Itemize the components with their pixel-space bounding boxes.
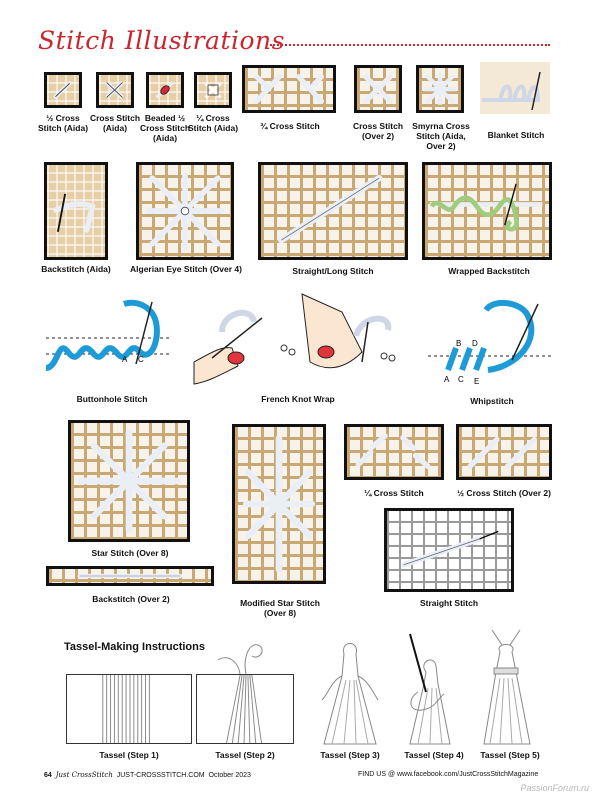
title-dotted-rule: [270, 44, 550, 46]
svg-text:D: D: [472, 339, 478, 348]
issue-date: October 2023: [208, 772, 251, 779]
cross-over2-illustration: [354, 65, 402, 113]
half-cross-aida-illustration: [44, 72, 82, 108]
quarter-cross-aida-caption: ¼ Cross Stitch (Aida): [187, 113, 239, 133]
half-cross-aida-caption: ½ Cross Stitch (Aida): [37, 113, 89, 133]
algerian-eye-illustration: [136, 162, 234, 260]
whipstitch-illustration: [428, 290, 554, 390]
quarter-cross-illustration: [344, 424, 444, 480]
tassel-step2-illustration: [196, 674, 294, 744]
straight-stitch-illustration: [384, 508, 514, 592]
tassel-step2-loop: [212, 636, 272, 676]
beaded-half-cross-aida-caption: Beaded ½ Cross Stitch (Aida): [139, 113, 191, 143]
footer-find-us[interactable]: FIND US @ www.facebook.com/JustCrossStitchMagazine: [358, 771, 539, 778]
svg-text:E: E: [474, 377, 480, 386]
half-cross-over2-caption: ½ Cross Stitch (Over 2): [456, 488, 551, 498]
backstitch-aida-illustration: [44, 162, 108, 260]
straight-long-stitch-caption: Straight/Long Stitch: [292, 266, 374, 276]
french-knot-wrap-illustration: [192, 292, 408, 392]
page-title: Stitch Illustrations: [38, 26, 285, 55]
backstitch-aida-caption: Backstitch (Aida): [41, 264, 111, 274]
star-stitch-illustration: [68, 420, 190, 542]
whipstitch-caption: Whipstitch: [470, 396, 514, 406]
tassel-step4-illustration: [404, 632, 460, 746]
cross-aida-illustration: [96, 72, 134, 108]
backstitch-over2-caption: Backstitch (Over 2): [92, 594, 170, 604]
straight-stitch-caption: Straight Stitch: [419, 598, 479, 608]
backstitch-over2-illustration: [46, 566, 214, 586]
algerian-eye-caption: Algerian Eye Stitch (Over 4): [130, 264, 242, 274]
tassel-step1-caption: Tassel (Step 1): [99, 750, 159, 760]
star-stitch-caption: Star Stitch (Over 8): [91, 548, 169, 558]
wrapped-backstitch-illustration: [422, 162, 552, 260]
straight-long-stitch-illustration: [258, 162, 408, 260]
watermark: PassionForum.ru: [520, 783, 589, 793]
svg-text:C: C: [138, 355, 144, 364]
smyrna-cross-caption: Smyrna Cross Stitch (Aida, Over 2): [412, 121, 470, 151]
three-quarter-cross-caption: ¾ Cross Stitch: [260, 121, 320, 131]
tassel-step4-caption: Tassel (Step 4): [404, 750, 464, 760]
modified-star-stitch-caption: Modified Star Stitch (Over 8): [240, 598, 320, 618]
tassel-step3-caption: Tassel (Step 3): [320, 750, 380, 760]
three-quarter-cross-illustration: [242, 65, 336, 113]
smyrna-cross-illustration: [416, 65, 464, 113]
blanket-stitch-illustration: [480, 62, 550, 114]
svg-text:A: A: [444, 375, 450, 384]
tassel-step5-illustration: [476, 628, 536, 746]
tassel-step2-caption: Tassel (Step 2): [215, 750, 275, 760]
page-number: 64: [44, 772, 52, 779]
quarter-cross-aida-illustration: [194, 72, 232, 108]
blanket-stitch-caption: Blanket Stitch: [487, 130, 545, 140]
magazine-name: Just CrossStitch: [55, 771, 113, 779]
quarter-cross-caption: ¼ Cross Stitch: [364, 488, 424, 498]
modified-star-stitch-illustration: [232, 424, 326, 584]
cross-over2-caption: Cross Stitch (Over 2): [352, 121, 404, 141]
tassel-section-heading: Tassel-Making Instructions: [64, 641, 205, 653]
tassel-step3-illustration: [318, 640, 382, 746]
tassel-step5-caption: Tassel (Step 5): [480, 750, 540, 760]
cross-aida-caption: Cross Stitch (Aida): [89, 113, 141, 133]
website-link[interactable]: JUST-CROSSSTITCH.COM: [116, 772, 205, 779]
svg-text:A: A: [122, 355, 128, 364]
buttonhole-stitch-caption: Buttonhole Stitch: [76, 394, 148, 404]
french-knot-wrap-caption: French Knot Wrap: [261, 394, 335, 404]
tassel-step1-illustration: [66, 674, 192, 744]
beaded-half-cross-aida-illustration: [146, 72, 184, 108]
footer-left: [44, 771, 251, 779]
wrapped-backstitch-caption: Wrapped Backstitch: [448, 266, 530, 276]
svg-text:C: C: [458, 375, 464, 384]
half-cross-over2-illustration: [456, 424, 552, 480]
buttonhole-stitch-illustration: [40, 292, 180, 388]
svg-text:B: B: [456, 339, 462, 348]
